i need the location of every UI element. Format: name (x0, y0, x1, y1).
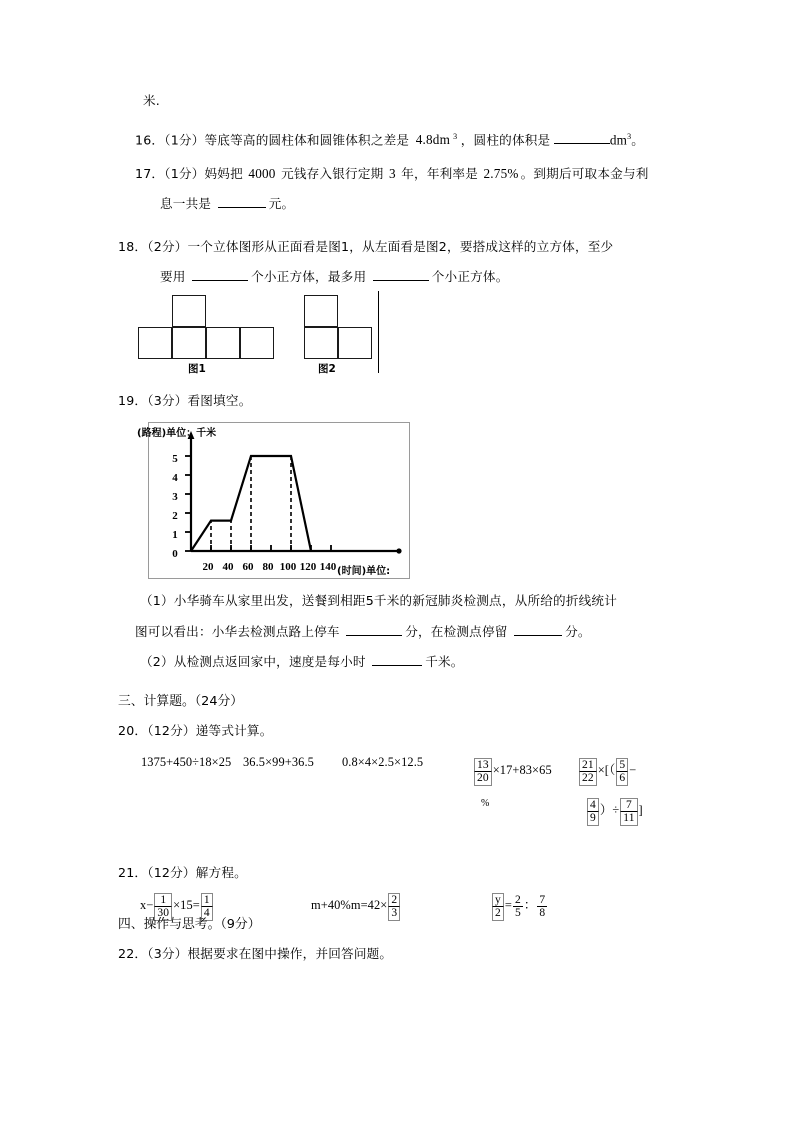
line-chart-svg (149, 423, 409, 578)
fraction-7-11-numerator: 7 (620, 798, 637, 812)
question-19-sub1-line2 (135, 622, 591, 640)
q16-mid: ，圆柱的体积是 (460, 132, 551, 148)
q19-line1: 19．（3分）看图填空。 (118, 393, 252, 408)
fraction-7-11-denominator: 11 (620, 812, 637, 826)
fraction-2-3 (388, 893, 400, 921)
chart-y-axis-label: (路程)单位：千米 (137, 428, 217, 439)
fraction-1-4-numerator: 1 (201, 893, 213, 907)
fig1-cell-bottom-3 (206, 327, 240, 359)
fraction-2-5-numerator: 2 (514, 894, 521, 906)
fraction-21-22-denominator: 22 (579, 772, 597, 786)
q21-title: 21．（12分）解方程。 (118, 865, 247, 880)
question-21-title (118, 864, 247, 881)
q20-title: 20．（12分）递等式计算。 (118, 723, 273, 738)
q16-answer-blank[interactable] (554, 130, 610, 144)
chart-ytick-label-1: 1 (172, 529, 178, 541)
q20-expression-4 (473, 758, 552, 786)
fraction-13-20-numerator: 13 (474, 758, 492, 772)
q17-value-2: 3 (388, 166, 396, 181)
q17-value-3: 2.75% (483, 166, 519, 181)
q19-sub2-b: 千米。 (425, 654, 464, 669)
fraction-1-4-denominator: 4 (201, 907, 213, 921)
q20-expression-2 (243, 755, 314, 770)
q21-equation-3 (491, 893, 548, 921)
fraction-y-2 (492, 893, 504, 921)
question-19-sub2 (140, 652, 464, 670)
fraction-y-2-numerator: y (492, 893, 504, 907)
q20-expr5-minus: − (629, 763, 637, 778)
q19-blank-stop-time[interactable] (346, 622, 402, 636)
q18-answer-blank-max[interactable] (373, 267, 429, 281)
fraction-13-20-denominator: 20 (474, 772, 492, 786)
fraction-y-2-denominator: 2 (492, 907, 504, 921)
fraction-2-5-denominator: 5 (514, 907, 521, 919)
fraction-5-6-numerator: 5 (616, 758, 628, 772)
q20-expr5-bracket-close: ] (638, 803, 643, 818)
fraction-21-22 (579, 758, 597, 786)
q21-eq2-lhs: m+40%m=42× (311, 898, 388, 913)
fraction-13-20 (474, 758, 492, 786)
q19-blank-speed[interactable] (372, 652, 422, 666)
figure-2-caption: 图2 (318, 363, 336, 375)
q22-title: 22．（3分）根据要求在图中操作，并回答问题。 (118, 946, 393, 961)
q19-sub1-c: 分，在检测点停留 (405, 624, 508, 639)
chart-x-axis-label: (时间)单位: (337, 566, 391, 577)
q20-expression-5-line2 (586, 798, 643, 826)
fraction-7-11 (620, 798, 637, 826)
fraction-7-8 (537, 894, 547, 920)
fraction-7-8-denominator: 8 (539, 907, 546, 919)
fraction-2-3-numerator: 2 (388, 893, 400, 907)
q18-line2-c: 个小正方体。 (431, 269, 509, 284)
fig2-cell-bottom-2 (338, 327, 372, 359)
fig2-cell-top (304, 295, 338, 327)
q20-expression-5-line1 (578, 758, 636, 786)
q20-expr5-bracket-open: ×[（ (597, 763, 616, 778)
figure-1-caption: 图1 (188, 363, 206, 375)
q20-expression-3 (342, 755, 423, 770)
fig2-cell-bottom-1 (304, 327, 338, 359)
q17-text-3: 。到期后可取本金与利 (520, 166, 649, 181)
q18-answer-blank-min[interactable] (192, 267, 248, 281)
q21-equation-2 (311, 893, 401, 921)
q19-sub1-d: 分。 (565, 624, 591, 639)
fig1-cell-bottom-4 (240, 327, 274, 359)
chart-xtick-label-100: 100 (279, 561, 297, 573)
q16-value-1: 4.8dm (415, 132, 451, 148)
q16-sup-1: 3 (453, 132, 458, 141)
chart-ytick-label-4: 4 (172, 472, 178, 484)
chart-x-axis-endpoint (396, 548, 401, 553)
question-19-title (118, 392, 251, 409)
top-fragment-text: 米. (143, 93, 160, 108)
q16-unit: dm (609, 132, 628, 148)
fraction-1-30-denominator: 30 (154, 907, 172, 921)
chart-xtick-label-20: 20 (202, 561, 214, 573)
q18-line2-a: 要用 (160, 269, 186, 284)
chart-xtick-label-80: 80 (262, 561, 274, 573)
question-19-sub1-line1 (140, 592, 617, 609)
q20-expr3-text: 0.8×4×2.5×12.5 (342, 755, 424, 769)
fraction-7-8-numerator: 7 (539, 894, 546, 906)
q17-line2-post: 元。 (268, 196, 295, 211)
fraction-2-5 (513, 894, 523, 920)
q20-expr5-div: ）÷ (599, 803, 620, 818)
q21-eq3-equals: = (504, 898, 512, 913)
q17-value-1: 4000 (248, 166, 276, 181)
chart-xtick-label-140: 140 (319, 561, 337, 573)
fraction-4-9 (587, 798, 599, 826)
q20-expr4-tail: ×17+83×65 (492, 763, 552, 778)
chart-ytick-label-2: 2 (172, 510, 178, 522)
q16-suffix: 。 (631, 132, 645, 148)
fraction-5-6 (616, 758, 628, 786)
fig1-cell-bottom-1 (138, 327, 172, 359)
question-18-line-2 (160, 267, 509, 285)
fig1-cell-top (172, 295, 206, 327)
q17-text-1: 元钱存入银行定期 (281, 166, 384, 181)
q19-blank-stay-time[interactable] (514, 622, 562, 636)
q20-expr1-text: 1375+450÷18×25 (141, 755, 232, 769)
chart-ytick-label-5: 5 (172, 453, 178, 465)
chart-ytick-label-0: 0 (172, 548, 178, 560)
q17-answer-blank[interactable] (218, 194, 266, 208)
q20-expression-4-percent: % (481, 798, 490, 809)
fig1-cell-bottom-2 (172, 327, 206, 359)
q20-expression-1 (141, 755, 231, 770)
fraction-5-6-denominator: 6 (616, 772, 628, 786)
q16-sup-2: 3 (627, 132, 632, 141)
q16-prefix: 16．（1分）等底等高的圆柱体和圆锥体积之差是 (135, 132, 410, 148)
chart-xtick-label-60: 60 (242, 561, 254, 573)
question-17-line-1 (135, 165, 649, 182)
chart-xtick-label-120: 120 (299, 561, 317, 573)
section-heading-4: 四、操作与思考。（9分） (118, 917, 261, 932)
fraction-1-30-numerator: 1 (154, 893, 172, 907)
question-20-title (118, 722, 273, 739)
figure-divider-line (378, 291, 379, 373)
line-chart-distance-time (148, 422, 410, 579)
fraction-2-3-denominator: 3 (388, 907, 400, 921)
q19-sub2-a: （2）从检测点返回家中，速度是每小时 (140, 654, 366, 669)
q21-eq1-mid: ×15= (173, 898, 200, 913)
q18-line2-b: 个小正方体，最多用 (251, 269, 367, 284)
fraction-21-22-numerator: 21 (579, 758, 597, 772)
fraction-4-9-denominator: 9 (587, 812, 599, 826)
fraction-4-9-numerator: 4 (587, 798, 599, 812)
chart-ytick-label-3: 3 (172, 491, 178, 503)
section-heading-3: 三、计算题。（24分） (118, 694, 244, 709)
question-17-line-2 (160, 194, 294, 212)
q17-line2-pre: 息一共是 (160, 196, 212, 211)
q19-sub1-b: 图可以看出：小华去检测点路上停车 (135, 624, 340, 639)
question-18-line-1 (118, 238, 613, 255)
q20-expr2-text: 36.5×99+36.5 (243, 755, 314, 769)
q21-eq3-ratio-colon: ： (523, 898, 537, 913)
q18-line1: 18．（2分）一个立体图形从正面看是图1，从左面看是图2，要搭成这样的立方体，至少 (118, 239, 614, 254)
q17-prefix: 17．（1分）妈妈把 (135, 166, 243, 181)
chart-xtick-label-40: 40 (222, 561, 234, 573)
question-16 (135, 128, 644, 148)
q19-sub1-a: （1）小华骑车从家里出发，送餐到相距5千米的新冠肺炎检测点，从所给的折线统计 (140, 593, 617, 608)
q17-text-2: 年，年利率是 (401, 166, 479, 181)
q21-eq1-lhs: x− (140, 898, 154, 913)
question-22-title (118, 945, 392, 962)
